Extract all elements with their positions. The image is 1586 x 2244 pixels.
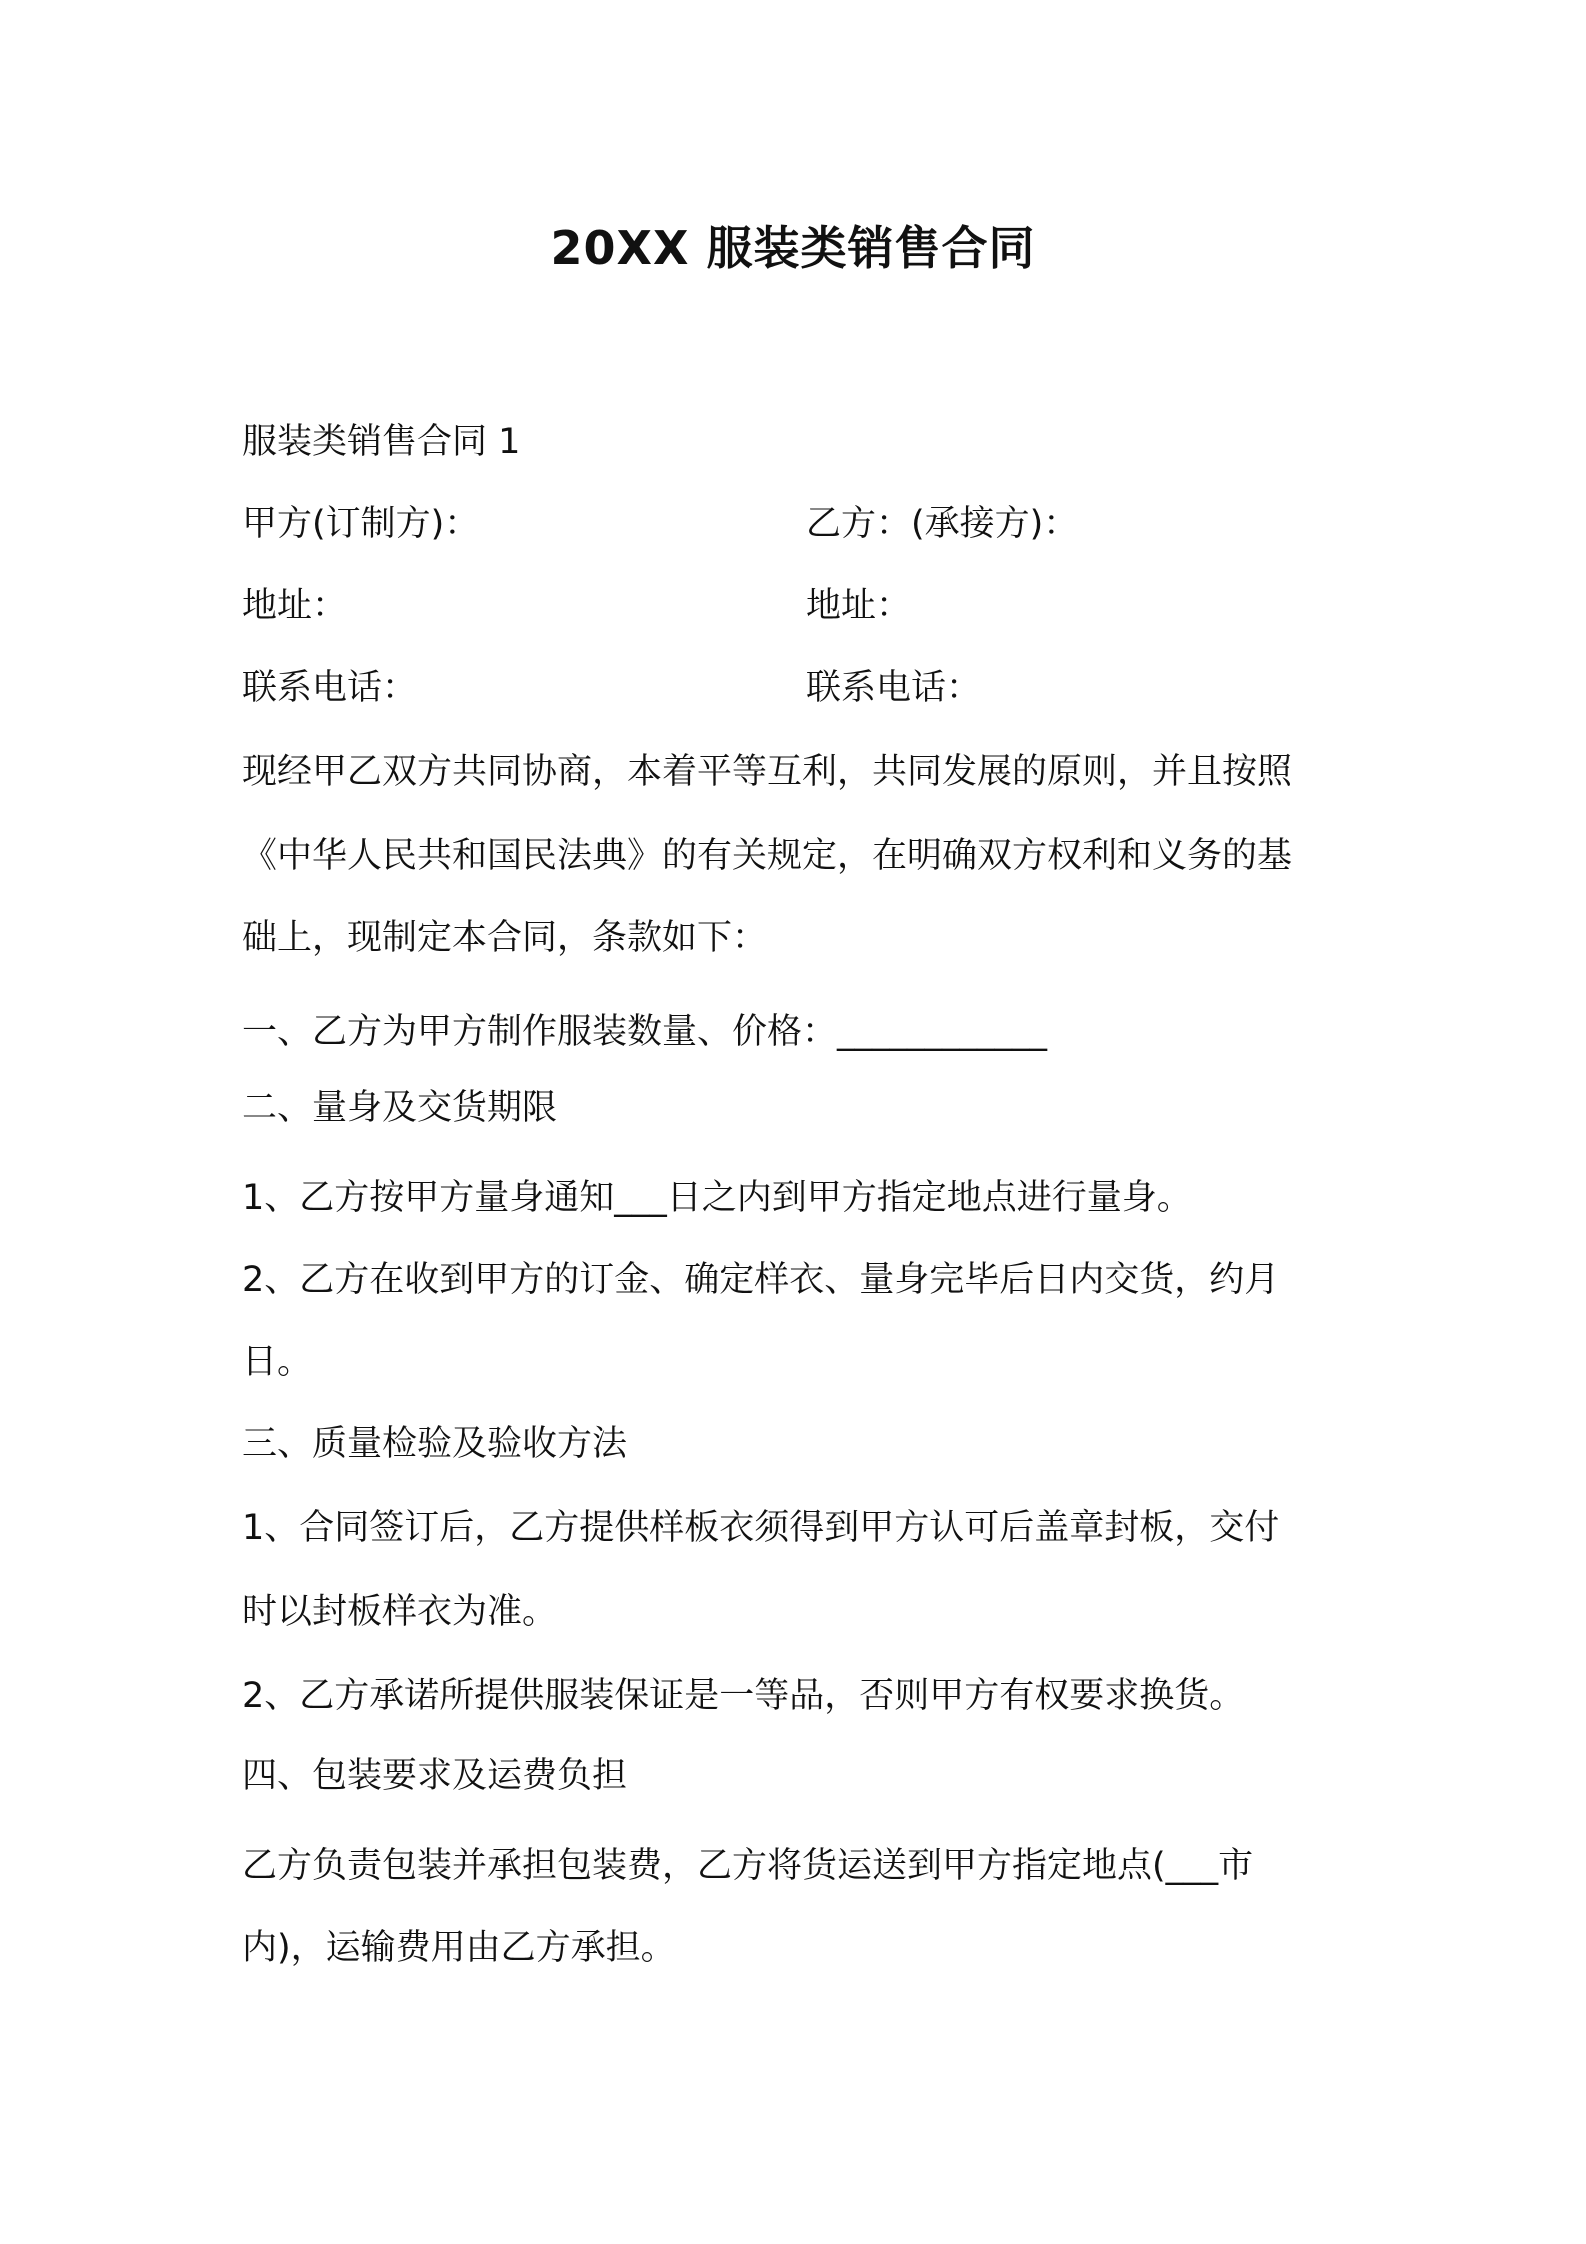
- clause-3-item-2: 2、乙方承诺所提供服装保证是一等品，否则甲方有权要求换货。: [242, 1676, 1245, 1716]
- party-a-label: 甲方(订制方)：: [242, 504, 480, 544]
- clause-4-line-2: 内)，运输费用由乙方承担。: [242, 1928, 676, 1968]
- document-title: 20XX 服装类销售合同: [550, 221, 1036, 275]
- contract-subtitle: 服装类销售合同 1: [242, 422, 521, 462]
- clause-3-item-1-line-2: 时以封板样衣为准。: [242, 1592, 558, 1632]
- clause-2-item-2-line-2: 日。: [242, 1342, 313, 1382]
- clause-3-item-1-line-1: 1、合同签订后，乙方提供样板衣须得到甲方认可后盖章封板，交付: [242, 1508, 1280, 1548]
- preamble-line-3: 础上，现制定本合同，条款如下：: [242, 918, 768, 958]
- clause-3-heading: 三、质量检验及验收方法: [242, 1424, 628, 1464]
- clause-2-item-2-line-1: 2、乙方在收到甲方的订金、确定样衣、量身完毕后日内交货，约月: [242, 1260, 1280, 1300]
- preamble-line-2: 《中华人民共和国民法典》的有关规定，在明确双方权利和义务的基: [242, 836, 1293, 876]
- party-b-phone: 联系电话：: [806, 668, 982, 708]
- clause-2-heading: 二、量身及交货期限: [242, 1088, 558, 1128]
- preamble-line-1: 现经甲乙双方共同协商，本着平等互利，共同发展的原则，并且按照: [242, 752, 1293, 792]
- party-b-address: 地址：: [806, 586, 912, 626]
- clause-2-item-1: 1、乙方按甲方量身通知___日之内到甲方指定地点进行量身。: [242, 1178, 1192, 1218]
- clause-4-heading: 四、包装要求及运费负担: [242, 1756, 628, 1796]
- party-b-label: 乙方：(承接方)：: [806, 504, 1079, 544]
- clause-4-line-1: 乙方负责包装并承担包装费，乙方将货运送到甲方指定地点(___市: [242, 1846, 1254, 1886]
- party-a-phone: 联系电话：: [242, 668, 418, 708]
- clause-1: 一、乙方为甲方制作服装数量、价格：____________: [242, 1012, 1048, 1052]
- party-a-address: 地址：: [242, 586, 348, 626]
